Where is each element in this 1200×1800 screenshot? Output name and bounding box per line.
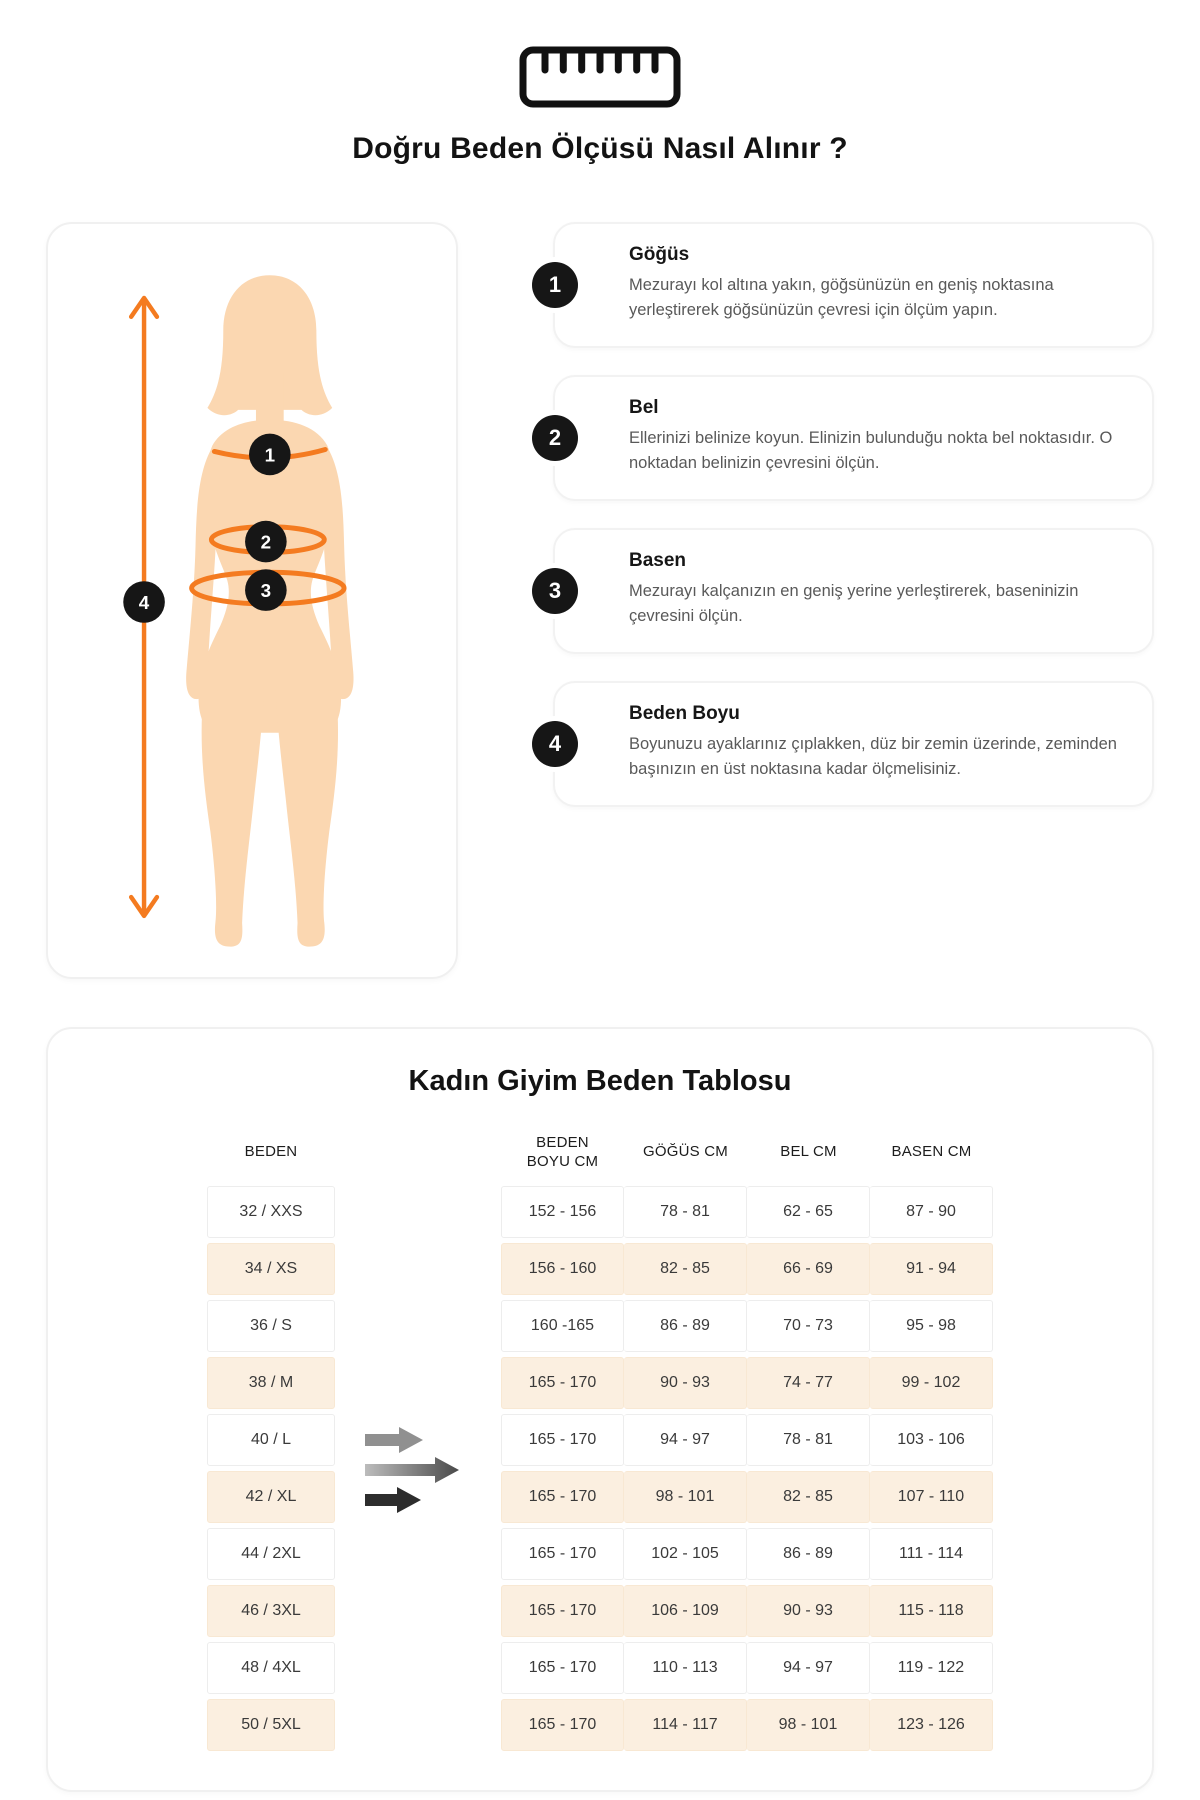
- measure-cell-basen: 91 - 94: [870, 1243, 993, 1295]
- size-cell: 48 / 4XL: [207, 1642, 335, 1694]
- measure-cell-basen: 99 - 102: [870, 1357, 993, 1409]
- measure-cell-bel: 98 - 101: [747, 1699, 870, 1751]
- measure-cell-gogus: 102 - 105: [624, 1528, 747, 1580]
- size-cell: 42 / XL: [207, 1471, 335, 1523]
- row-gap: [335, 1300, 501, 1352]
- size-table-row: [207, 1585, 993, 1637]
- column-header-bel: BEL CM: [780, 1143, 837, 1161]
- size-cell: 46 / 3XL: [207, 1585, 335, 1637]
- instruction-card-basen: [548, 528, 1154, 654]
- measure-cell-boy: 165 - 170: [501, 1357, 624, 1409]
- row-gap: [335, 1585, 501, 1637]
- size-table-title: Kadın Giyim Beden Tablosu: [408, 1065, 792, 1097]
- marker-waist-label: 2: [260, 531, 272, 553]
- instruction-card-beden-boyu: [548, 681, 1154, 807]
- size-cell: 34 / XS: [207, 1243, 335, 1295]
- column-header-gogus: GÖĞÜS CM: [643, 1143, 728, 1161]
- instruction-text: Mezurayı kalçanızın en geniş yerine yerleştirerek, baseninizin çevresini ölçün.: [629, 582, 1079, 625]
- measure-cell-bel: 86 - 89: [747, 1528, 870, 1580]
- size-table-row: [207, 1243, 993, 1295]
- page-title: Doğru Beden Ölçüsü Nasıl Alınır ?: [352, 132, 848, 165]
- instruction-title: Göğüs: [629, 244, 690, 265]
- measure-cell-gogus: 110 - 113: [624, 1642, 747, 1694]
- instruction-list: [548, 222, 1154, 807]
- measure-cell-basen: 123 - 126: [870, 1699, 993, 1751]
- measure-cell-gogus: 78 - 81: [624, 1186, 747, 1238]
- measure-cell-bel: 66 - 69: [747, 1243, 870, 1295]
- measure-cell-boy: 165 - 170: [501, 1471, 624, 1523]
- size-table-row: [207, 1471, 993, 1523]
- size-cell: 32 / XXS: [207, 1186, 335, 1238]
- measure-cell-basen: 103 - 106: [870, 1414, 993, 1466]
- measure-cell-basen: 87 - 90: [870, 1186, 993, 1238]
- measure-cell-gogus: 98 - 101: [624, 1471, 747, 1523]
- measure-cell-bel: 74 - 77: [747, 1357, 870, 1409]
- ruler-icon: [46, 46, 1154, 108]
- size-table: [207, 1128, 993, 1751]
- instruction-number-badge: 2: [532, 415, 578, 461]
- body-silhouette: [186, 275, 353, 946]
- instruction-text: Ellerinizi belinize koyun. Elinizin bulunduğu nokta bel noktasıdır. O noktadan belinizin çevresini ölçün.: [629, 429, 1113, 472]
- instruction-number-badge: 4: [532, 721, 578, 767]
- size-table-row: [207, 1414, 993, 1466]
- measure-cell-bel: 94 - 97: [747, 1642, 870, 1694]
- size-table-row: [207, 1642, 993, 1694]
- size-cell: 50 / 5XL: [207, 1699, 335, 1751]
- figure-card: [46, 222, 458, 979]
- size-table-header: [207, 1128, 993, 1176]
- measure-cell-boy: 165 - 170: [501, 1642, 624, 1694]
- instruction-text: Boyunuzu ayaklarınız çıplakken, düz bir zemin üzerinde, zeminden başınızın en üst noktasına kadar ölçmelisiniz.: [629, 735, 1117, 778]
- measure-cell-gogus: 90 - 93: [624, 1357, 747, 1409]
- column-header-beden-boyu: BEDEN BOYU CM: [526, 1133, 599, 1170]
- measure-cell-boy: 165 - 170: [501, 1528, 624, 1580]
- row-gap: [335, 1243, 501, 1295]
- measure-cell-bel: 78 - 81: [747, 1414, 870, 1466]
- measure-cell-basen: 111 - 114: [870, 1528, 993, 1580]
- marker-height-label: 4: [138, 591, 150, 613]
- measure-cell-boy: 160 -165: [501, 1300, 624, 1352]
- measure-cell-basen: 107 - 110: [870, 1471, 993, 1523]
- instruction-number-badge: 3: [532, 568, 578, 614]
- size-table-row: [207, 1357, 993, 1409]
- instruction-card-bel: [548, 375, 1154, 501]
- measure-cell-gogus: 82 - 85: [624, 1243, 747, 1295]
- size-table-card: [46, 1027, 1154, 1792]
- column-header-basen: BASEN CM: [891, 1143, 972, 1161]
- size-cell: 38 / M: [207, 1357, 335, 1409]
- measure-cell-bel: 62 - 65: [747, 1186, 870, 1238]
- measure-cell-boy: 165 - 170: [501, 1585, 624, 1637]
- measure-cell-gogus: 114 - 117: [624, 1699, 747, 1751]
- size-mapping-arrows-icon: [363, 1427, 463, 1515]
- measure-cell-gogus: 86 - 89: [624, 1300, 747, 1352]
- size-table-row: [207, 1300, 993, 1352]
- size-table-body: [207, 1186, 993, 1751]
- instruction-card-gogus: [548, 222, 1154, 348]
- size-table-row: [207, 1699, 993, 1751]
- measure-cell-boy: 152 - 156: [501, 1186, 624, 1238]
- measure-cell-basen: 95 - 98: [870, 1300, 993, 1352]
- measure-cell-gogus: 106 - 109: [624, 1585, 747, 1637]
- row-gap: [335, 1186, 501, 1238]
- instruction-number-badge: 1: [532, 262, 578, 308]
- row-gap: [335, 1699, 501, 1751]
- row-gap: [335, 1642, 501, 1694]
- size-cell: 40 / L: [207, 1414, 335, 1466]
- hero: [46, 46, 1154, 166]
- measure-cell-boy: 165 - 170: [501, 1699, 624, 1751]
- size-table-row: [207, 1186, 993, 1238]
- measure-cell-bel: 90 - 93: [747, 1585, 870, 1637]
- body-figure: [48, 224, 456, 977]
- column-header-beden: BEDEN: [244, 1143, 298, 1161]
- row-gap: [335, 1528, 501, 1580]
- measure-section: [46, 222, 1154, 979]
- row-gap: [335, 1357, 501, 1409]
- instruction-title: Beden Boyu: [629, 703, 740, 724]
- measure-cell-basen: 119 - 122: [870, 1642, 993, 1694]
- measure-cell-bel: 70 - 73: [747, 1300, 870, 1352]
- marker-hip-label: 3: [260, 580, 272, 602]
- measure-cell-bel: 82 - 85: [747, 1471, 870, 1523]
- size-cell: 44 / 2XL: [207, 1528, 335, 1580]
- marker-chest-label: 1: [264, 444, 276, 466]
- measure-cell-boy: 156 - 160: [501, 1243, 624, 1295]
- instruction-title: Bel: [629, 397, 659, 418]
- size-cell: 36 / S: [207, 1300, 335, 1352]
- measure-cell-basen: 115 - 118: [870, 1585, 993, 1637]
- instruction-title: Basen: [629, 550, 687, 571]
- measure-cell-gogus: 94 - 97: [624, 1414, 747, 1466]
- size-table-row: [207, 1528, 993, 1580]
- measure-cell-boy: 165 - 170: [501, 1414, 624, 1466]
- instruction-text: Mezurayı kol altına yakın, göğsünüzün en geniş noktasına yerleştirerek göğsünüzün çevresi için ölçüm yapın.: [629, 276, 1054, 319]
